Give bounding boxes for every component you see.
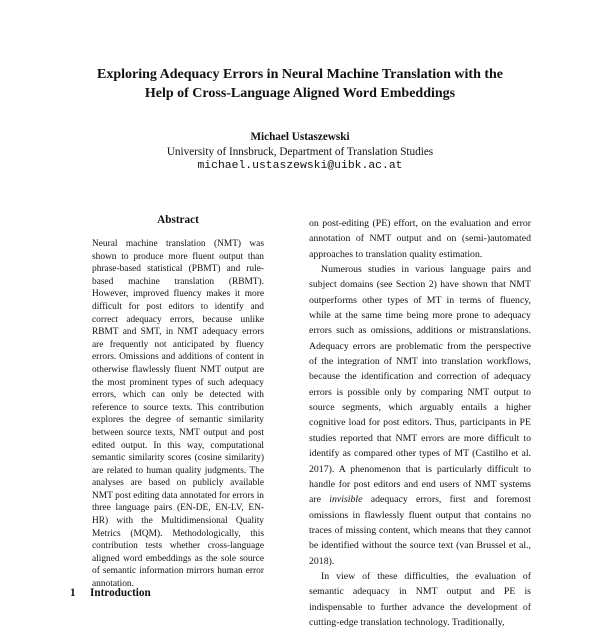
section-heading bbox=[70, 587, 151, 599]
author-name: Michael Ustaszewski bbox=[250, 131, 350, 143]
paper-title bbox=[60, 65, 540, 103]
body-paragraph-3: In view of these difficulties, the evaluation of semantic adequacy in NMT output and PE is indispensable to further advance the development of cutting-edge translation technology. Traditionally, bbox=[309, 570, 531, 628]
body-paragraph-2-end: adequacy errors, first and foremost omissions in flawlessly fluent output that contains no traces of missing content, which means that they cannot be identified without the source text (van Brussel et al., 2018). bbox=[309, 494, 531, 567]
paper-title-line-2: Help of Cross-Language Aligned Word Embeddings bbox=[144, 86, 456, 101]
section-title: Introduction bbox=[90, 587, 151, 599]
body-paragraph-1: on post-editing (PE) effort, on the evaluation and error annotation of NMT output and on (semi-)automated approaches to translation quality estimation. bbox=[309, 218, 531, 260]
body-paragraph-2-text: Numerous studies in various language pairs and subject domains (see Section 2) have shown that NMT outperforms other types of MT in terms of fluency, while at the same time being more prone to adequacy errors such as omissions, additions or mistranslations. Adequacy errors are problematic from the perspective of the integration of NMT into translation workflows, because the identification and correction of adequacy errors is possible only by comparing NMT output to source segments, which arguably entails a higher cognitive load for post editors. Thus, participants in PE studies reported that NMT errors are more difficult to identify as compared other types of MT (Castilho et al. 2017). A phenomenon that is particularly difficult to handle for post editors and end users of NMT systems are bbox=[309, 264, 531, 506]
body-paragraph-2-emphasis: invisible bbox=[329, 494, 363, 506]
abstract-text: Neural machine translation (NMT) was shown to produce more fluent output than phrase-based statistical (PBMT) and rule-based machine translation (RBMT). However, improved fluency makes it more difficult for post editors to identify and correct adequacy errors, because unlike RBMT and SMT, in NMT adequacy errors are frequently not anticipated by fluency errors. Omissions and additions of content in otherwise flawlessly fluent NMT output are the most prominent types of such adequacy errors, which can only be detected with reference to source texts. This contribution explores the degree of semantic similarity between source texts, NMT output and post edited output. In this way, computational semantic similarity scores (cosine similarity) are related to human quality judgments. The analyses are based on publicly available NMT post editing data annotated for errors in three language pairs (EN-DE, EN-LV, EN-HR) with the Multidimensional Quality Metrics (MQM). Methodologically, this contribution tests whether cross-language aligned word embeddings as the sole source of semantic information mirrors human error annotation. bbox=[92, 239, 264, 590]
author-email: michael.ustaszewski@uibk.ac.at bbox=[197, 160, 403, 172]
section-number: 1 bbox=[70, 587, 76, 599]
abstract-heading: Abstract bbox=[157, 214, 199, 226]
body-right-column bbox=[309, 216, 531, 630]
paper-title-line-1: Exploring Adequacy Errors in Neural Machine Translation with the bbox=[96, 67, 504, 82]
author-affiliation: University of Innsbruck, Department of Translation Studies bbox=[166, 145, 434, 158]
body-paragraph-2 bbox=[309, 262, 531, 569]
